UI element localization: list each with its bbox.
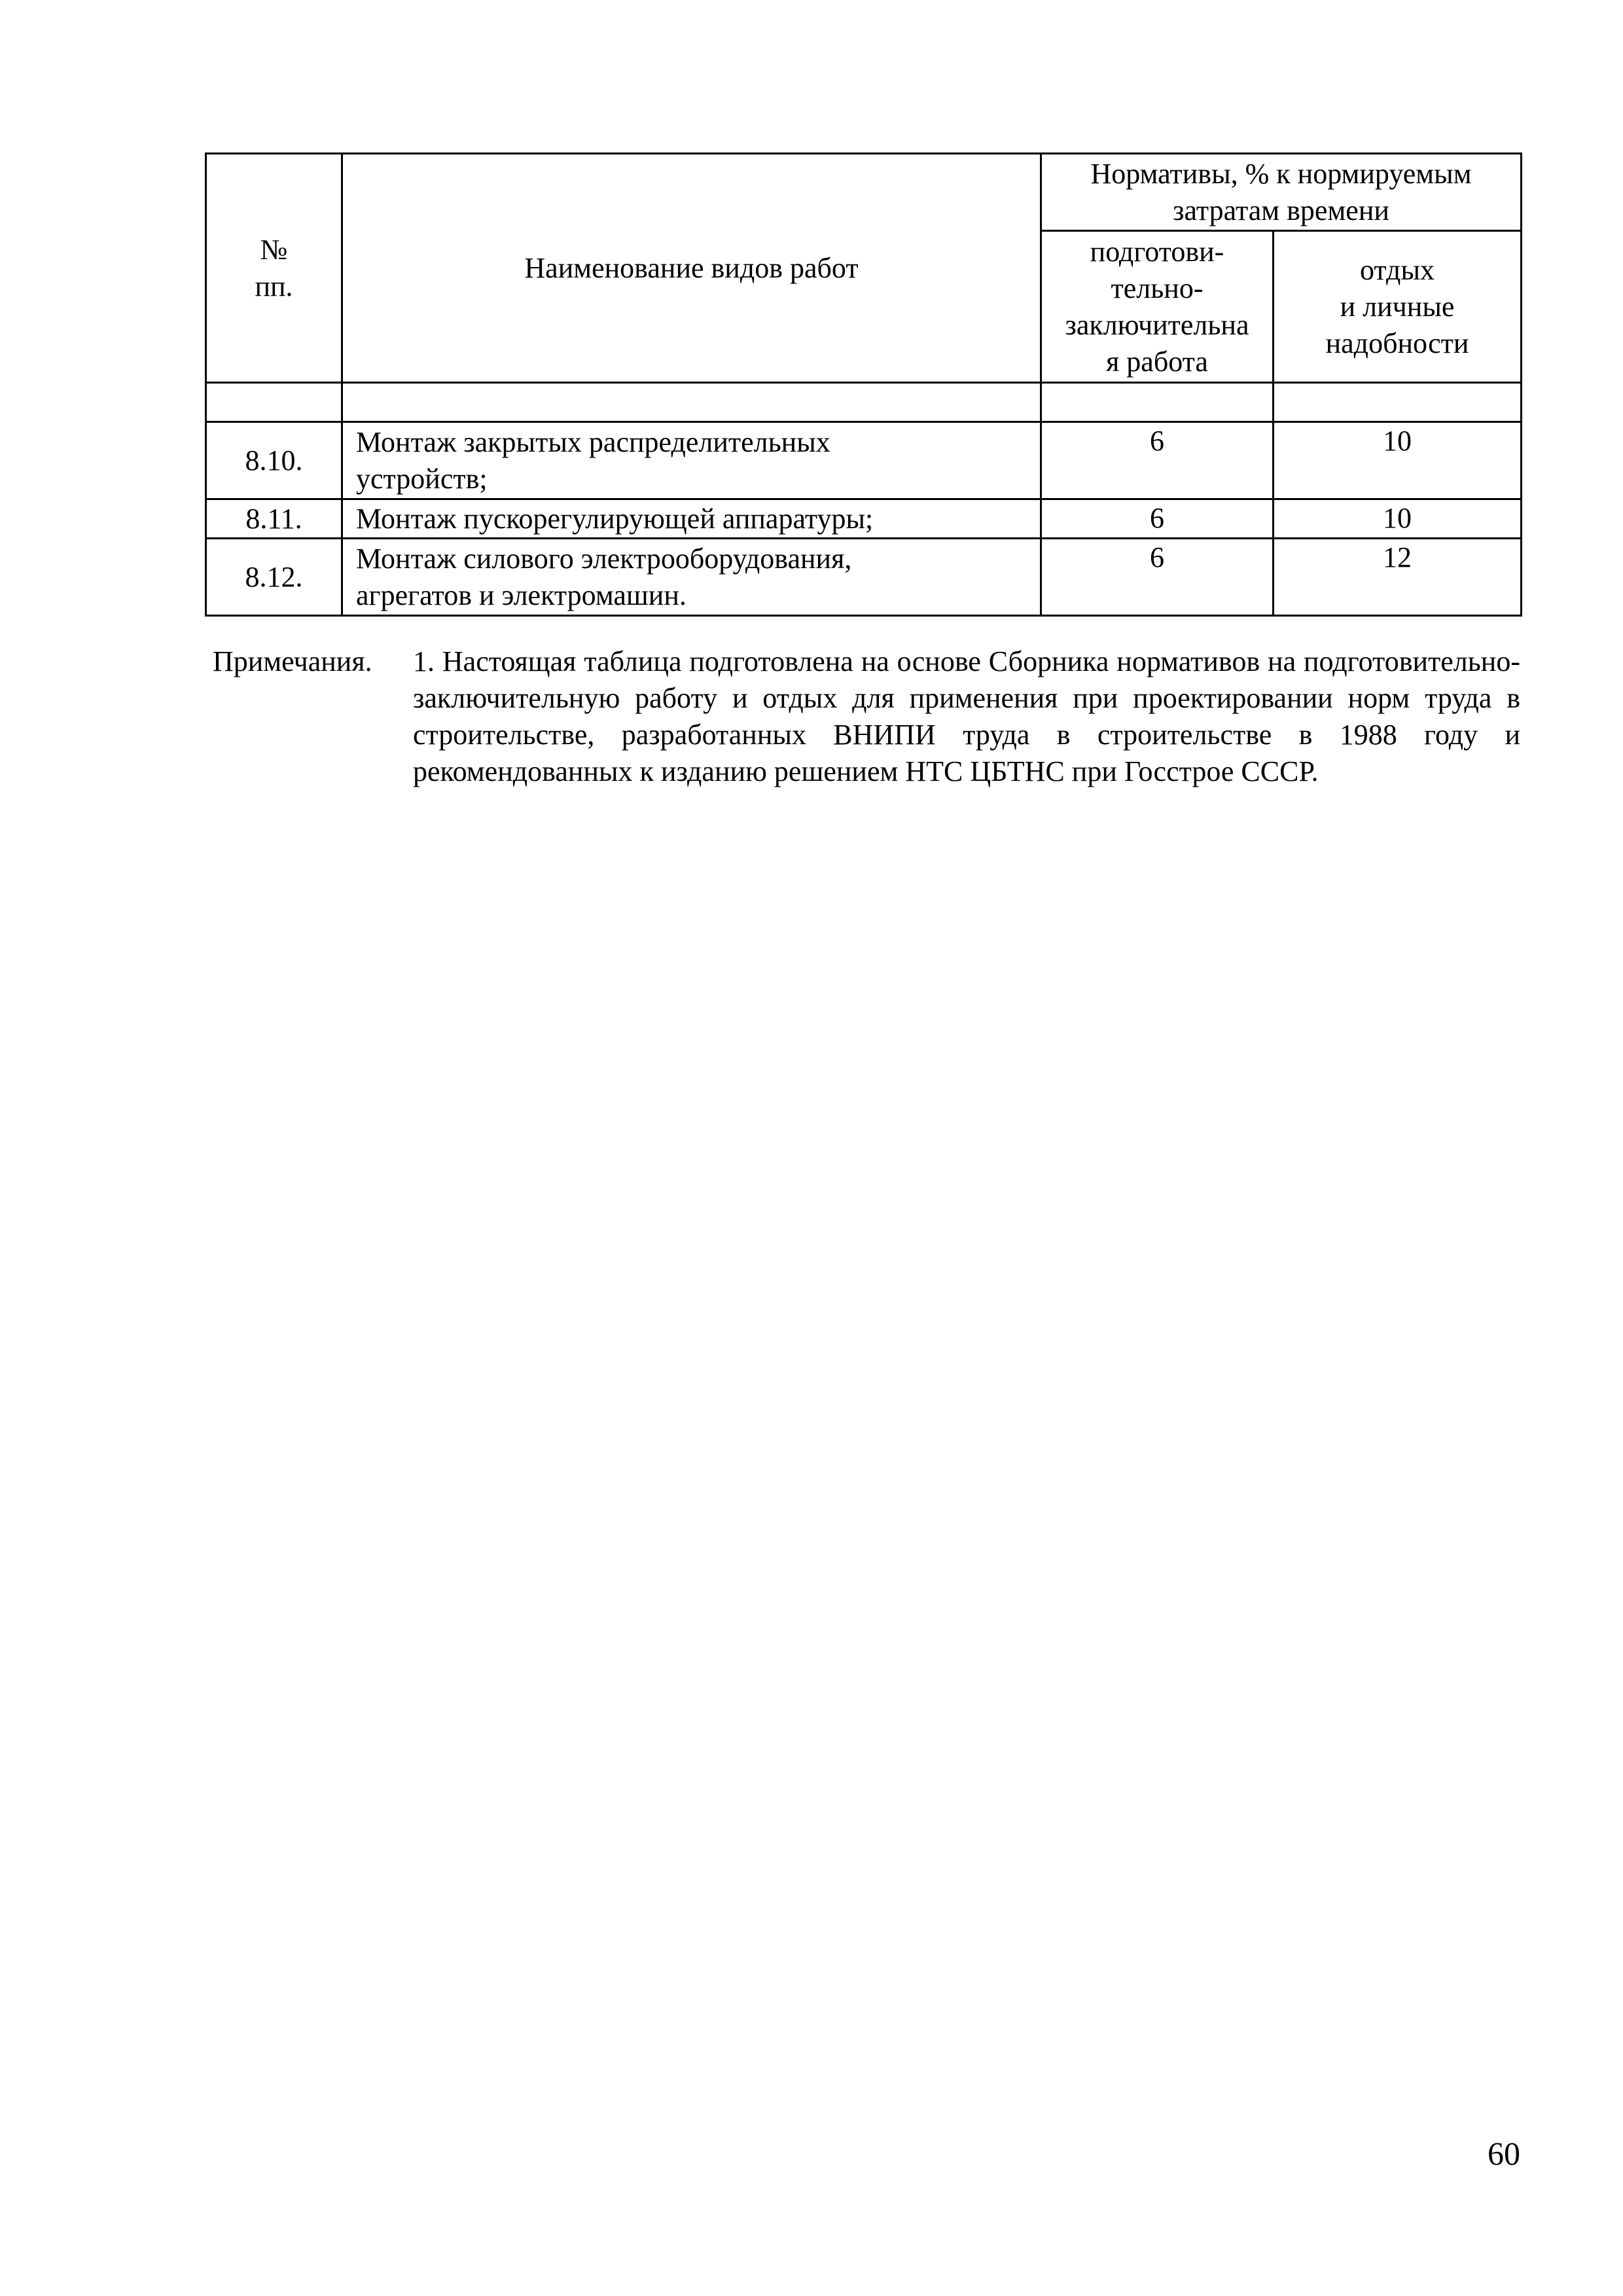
row-rest-value: 12	[1274, 539, 1522, 616]
column-number	[206, 383, 342, 422]
header-norms-group-cell	[1041, 154, 1522, 231]
norms-table	[205, 152, 1522, 617]
row-name-line: Монтаж пускорегулирующей аппаратуры;	[356, 502, 874, 535]
header-num-line: пп.	[255, 270, 293, 302]
header-norms-line: Нормативы, % к нормируемым	[1090, 157, 1472, 190]
table-row	[206, 539, 1522, 616]
column-number	[1041, 383, 1274, 422]
header-rest-cell	[1274, 231, 1522, 383]
row-name-line: устройств;	[356, 462, 488, 495]
column-numbers-row	[206, 383, 1522, 422]
row-num: 8.11.	[206, 499, 342, 539]
header-rest-line: и личные	[1340, 290, 1455, 323]
row-num: 8.12.	[206, 539, 342, 616]
column-number	[1274, 383, 1522, 422]
header-row-1	[206, 154, 1522, 231]
header-name-cell: Наименование видов работ	[342, 154, 1041, 383]
table-row	[206, 422, 1522, 499]
row-num: 8.10.	[206, 422, 342, 499]
row-rest-value: 10	[1274, 422, 1522, 499]
row-name	[342, 499, 1041, 539]
column-number	[342, 383, 1041, 422]
row-name-line: Монтаж силового электрооборудования,	[356, 542, 852, 575]
page-number: 60	[1488, 2135, 1520, 2172]
row-name	[342, 539, 1041, 616]
note-text: 1. Настоящая таблица подготовлена на основе Сборника нормативов на подготовительно-заключительную работу и отдых для применения при проектировании норм труда в строительстве, разработанных ВНИПИ труда в строительстве в 1988 году и рекомендованных к изданию решением НТС ЦБТНС при Госстрое СССР.	[413, 645, 1520, 787]
note-label: Примечания.	[213, 645, 372, 677]
row-prep-value: 6	[1041, 422, 1274, 499]
header-rest-line: надобности	[1325, 327, 1469, 359]
header-norms-line: затратам времени	[1173, 194, 1389, 226]
row-name	[342, 422, 1041, 499]
row-rest-value: 10	[1274, 499, 1522, 539]
header-num-line: №	[260, 233, 288, 266]
header-prep-line: я работа	[1106, 345, 1208, 378]
table-row	[206, 499, 1522, 539]
header-num-cell	[206, 154, 342, 383]
row-name-line: агрегатов и электромашин.	[356, 579, 687, 611]
header-prep-line: тельно-	[1111, 272, 1204, 304]
row-prep-value: 6	[1041, 499, 1274, 539]
header-prep-cell	[1041, 231, 1274, 383]
header-rest-line: отдых	[1359, 253, 1435, 286]
header-prep-line: подготови-	[1090, 235, 1224, 268]
header-prep-line: заключительна	[1065, 308, 1249, 341]
row-prep-value: 6	[1041, 539, 1274, 616]
row-name-line: Монтаж закрытых распределительных	[356, 425, 830, 458]
table-note	[213, 643, 1520, 790]
